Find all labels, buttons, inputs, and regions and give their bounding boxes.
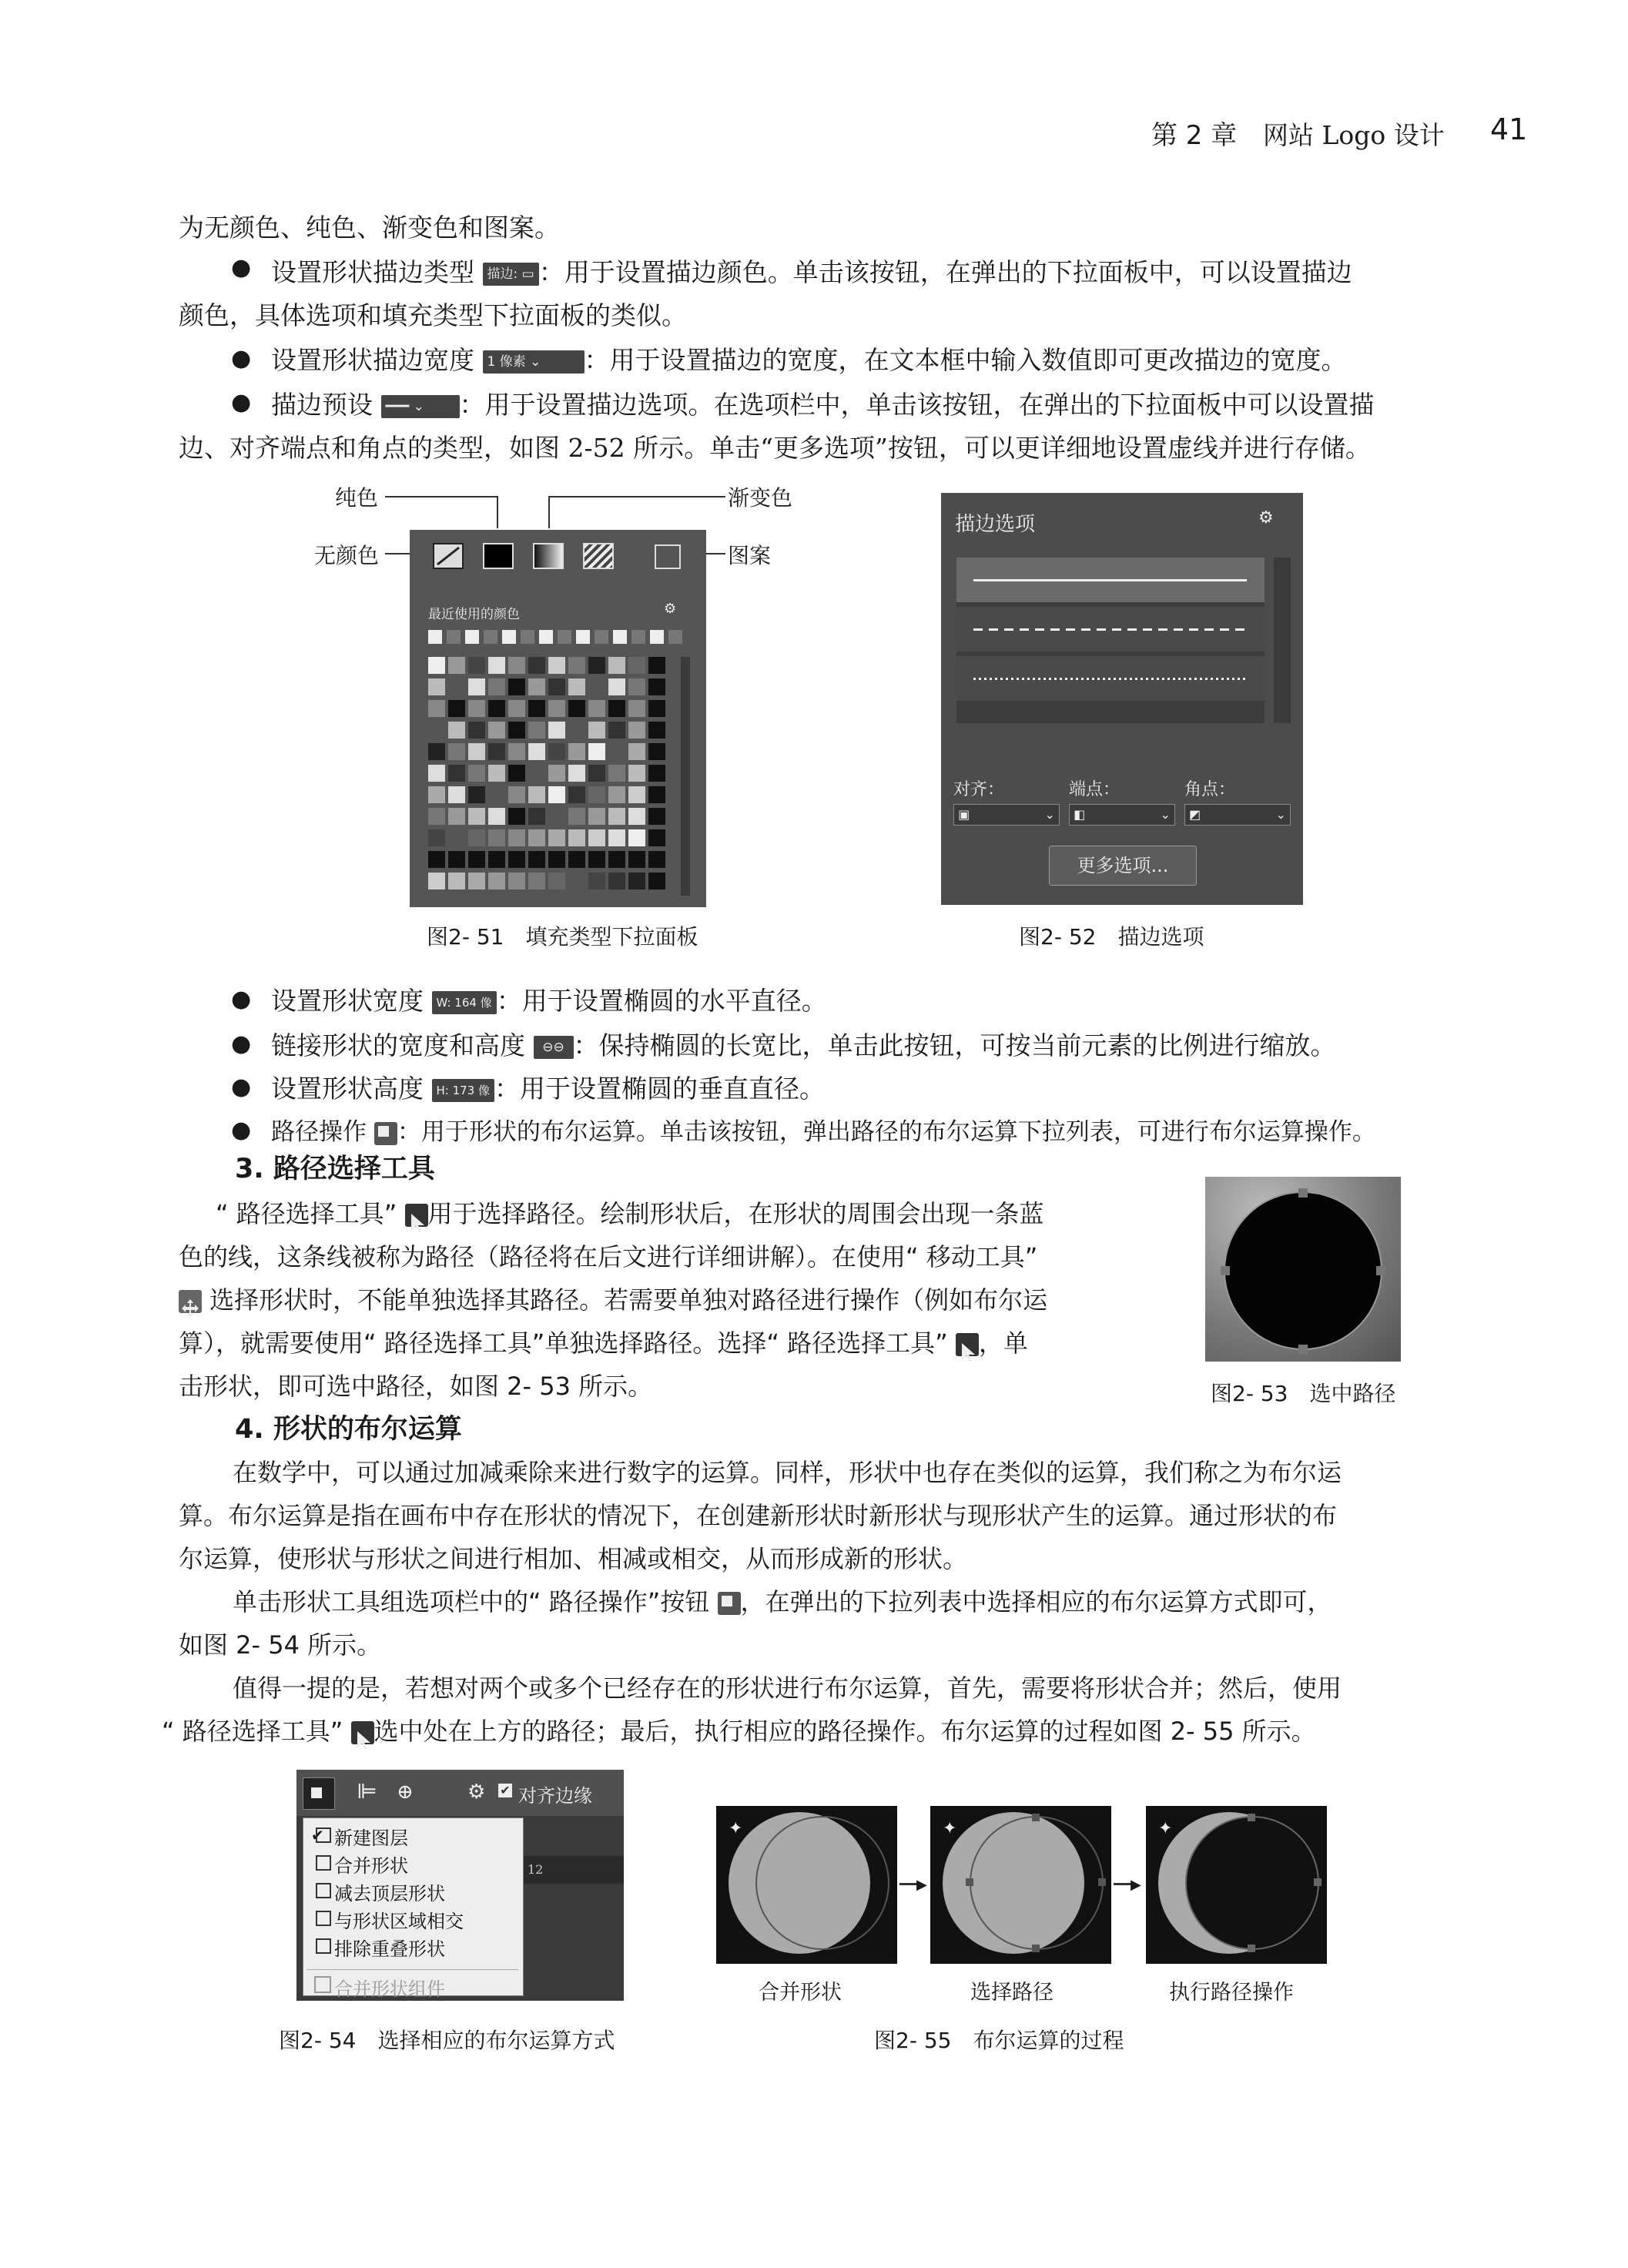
bullet-stroke-width: 设置形状描边宽度 1 像素 ⌄ ：用于设置描边的宽度，在文本框中输入数值即可更改描边的宽度。 — [271, 345, 1347, 375]
recent-color-swatch[interactable] — [465, 630, 479, 644]
color-swatch[interactable] — [488, 657, 505, 674]
color-swatch[interactable] — [508, 808, 525, 825]
bullet-path-ops: 路径操作 ：用于形状的布尔运算。单击该按钮，弹出路径的布尔运算下拉列表，可进行布尔运算操作。 — [271, 1118, 1376, 1146]
path-ops-menu-figure — [296, 1770, 624, 2001]
bullet-dot: ● — [231, 1030, 252, 1057]
color-swatch[interactable] — [588, 873, 605, 889]
label-solid: 纯色 — [335, 485, 379, 511]
gradient-icon[interactable] — [533, 543, 564, 569]
align-select[interactable]: ▣ ⌄ — [953, 804, 1060, 826]
color-swatch[interactable] — [488, 808, 505, 825]
color-swatch[interactable] — [608, 851, 625, 868]
path-operations-button[interactable] — [303, 1777, 335, 1810]
color-swatch[interactable] — [628, 678, 645, 695]
color-swatch[interactable] — [508, 743, 525, 760]
recent-color-swatch[interactable] — [613, 630, 627, 644]
color-swatch[interactable] — [468, 700, 485, 717]
bullet-dot: ● — [231, 254, 252, 281]
bullet-link-size: 链接形状的宽度和高度 ⊖⊖ ：保持椭圆的长宽比，单击此按钮，可按当前元素的比例进行缩放。 — [271, 1030, 1336, 1060]
color-swatch[interactable] — [608, 765, 625, 782]
menu-item-new-layer[interactable]: 新建图层 — [334, 1827, 408, 1849]
color-swatch[interactable] — [488, 765, 505, 782]
color-swatch[interactable] — [568, 873, 585, 889]
menu-item-subtract-front[interactable]: 减去顶层形状 — [334, 1883, 445, 1905]
color-swatch[interactable] — [488, 722, 505, 739]
stroke-style-dashed[interactable] — [956, 607, 1265, 652]
stroke-style-list — [956, 558, 1265, 723]
color-swatch[interactable] — [648, 700, 665, 717]
color-swatch[interactable] — [448, 765, 465, 782]
section4-line5: 如图 2- 54 所示。 — [179, 1630, 382, 1660]
bullet-shape-width: 设置形状宽度 W: 164 像 ：用于设置椭圆的水平直径。 — [271, 986, 827, 1016]
color-swatch[interactable] — [508, 851, 525, 868]
fig55-caption: 图2- 55 布尔运算的过程 — [874, 2028, 1124, 2053]
color-swatch[interactable] — [468, 786, 485, 803]
color-swatch[interactable] — [508, 873, 525, 889]
color-swatch[interactable] — [488, 678, 505, 695]
color-swatch[interactable] — [648, 808, 665, 825]
pattern-icon[interactable] — [583, 543, 614, 569]
step-label-3: 执行路径操作 — [1169, 1981, 1294, 2005]
color-swatch[interactable] — [508, 657, 525, 674]
color-swatch[interactable] — [488, 700, 505, 717]
color-swatch[interactable] — [528, 700, 545, 717]
section4-line7: “ 路径选择工具” 选中处在上方的路径；最后，执行相应的路径操作。布尔运算的过程如图 2- 55 所示。 — [162, 1710, 1425, 1753]
section3-line1: “ 路径选择工具” 用于选择路径。绘制形状后，在形状的周围会出现一条蓝 — [216, 1192, 1479, 1235]
color-swatch[interactable] — [428, 829, 445, 846]
color-swatch[interactable] — [428, 743, 445, 760]
stroke-type-button: 描边: ▭ — [483, 263, 539, 286]
color-swatch[interactable] — [588, 722, 605, 739]
color-swatch[interactable] — [528, 873, 545, 889]
color-swatch[interactable] — [628, 829, 645, 846]
stroke-options-panel — [941, 493, 1303, 905]
color-swatch[interactable] — [448, 678, 465, 695]
color-swatch[interactable] — [568, 851, 585, 868]
color-swatch[interactable] — [548, 808, 565, 825]
menu-item-merge-components: 合并形状组件 — [334, 1978, 445, 2000]
color-swatch[interactable] — [628, 786, 645, 803]
height-field: H: 173 像 — [432, 1079, 495, 1102]
fig53-caption: 图2- 53 选中路径 — [1211, 1381, 1396, 1406]
color-swatch[interactable] — [588, 657, 605, 674]
section3-heading: 3. 路径选择工具 — [235, 1154, 435, 1184]
color-swatch[interactable] — [468, 678, 485, 695]
color-swatch[interactable] — [628, 765, 645, 782]
color-swatch[interactable] — [468, 657, 485, 674]
options-toolbar — [296, 1770, 624, 1816]
color-swatch[interactable] — [608, 786, 625, 803]
color-swatch[interactable] — [428, 873, 445, 889]
color-swatch[interactable] — [548, 743, 565, 760]
color-swatch[interactable] — [608, 743, 625, 760]
color-swatch[interactable] — [548, 829, 565, 846]
new-preset-icon[interactable] — [655, 544, 681, 569]
color-swatch[interactable] — [528, 808, 545, 825]
bullet-dot: ● — [231, 986, 252, 1013]
align-label: 对齐： — [953, 780, 1005, 799]
color-swatch[interactable] — [488, 829, 505, 846]
color-swatch[interactable] — [568, 722, 585, 739]
boolean-step-3 — [1146, 1806, 1327, 1964]
color-swatch[interactable] — [548, 700, 565, 717]
path-selection-tool-icon — [351, 1721, 374, 1744]
color-swatch[interactable] — [448, 851, 465, 868]
color-swatch[interactable] — [548, 678, 565, 695]
recent-color-swatch[interactable] — [558, 630, 571, 644]
ruler: 12 — [520, 1856, 624, 1884]
svg-text:✦: ✦ — [1158, 1819, 1173, 1838]
section3-line2: 色的线，这条线被称为路径（路径将在后文进行详细讲解）。在使用“ 移动工具” — [179, 1242, 1038, 1271]
color-swatch[interactable] — [548, 657, 565, 674]
menu-item-intersect[interactable]: 与形状区域相交 — [334, 1911, 464, 1932]
path-selection-tool-icon — [956, 1333, 979, 1356]
color-swatch[interactable] — [608, 873, 625, 889]
check-icon: ✔ — [311, 1826, 324, 1844]
bullet-dot: ● — [231, 389, 252, 416]
color-swatch[interactable] — [448, 743, 465, 760]
align-icon[interactable]: ⊫ — [357, 1781, 377, 1804]
shape-operation-icon — [316, 1938, 331, 1954]
bullet-dot: ● — [231, 1074, 252, 1100]
color-swatch[interactable] — [468, 808, 485, 825]
color-swatch[interactable] — [608, 657, 625, 674]
step-label-1: 合并形状 — [759, 1981, 842, 2005]
color-swatch[interactable] — [428, 808, 445, 825]
recent-color-swatch[interactable] — [484, 630, 497, 644]
color-swatch[interactable] — [488, 786, 505, 803]
color-swatch[interactable] — [588, 851, 605, 868]
stroke-width-field: 1 像素 ⌄ — [483, 350, 585, 374]
color-swatch[interactable] — [548, 873, 565, 889]
color-swatch[interactable] — [608, 829, 625, 846]
align-edges-label: 对齐边缘 — [518, 1785, 592, 1807]
gear-icon[interactable]: ⚙ — [664, 601, 677, 617]
solid-color-icon[interactable] — [483, 543, 514, 569]
intro-line: 为无颜色、纯色、渐变色和图案。 — [179, 213, 560, 243]
width-field: W: 164 像 — [432, 991, 497, 1014]
color-swatch[interactable] — [548, 851, 565, 868]
color-swatch[interactable] — [628, 743, 645, 760]
color-swatch[interactable] — [588, 678, 605, 695]
fig52-caption: 图2- 52 描边选项 — [1019, 924, 1204, 950]
step-label-2: 选择路径 — [970, 1981, 1054, 2005]
recent-color-swatch[interactable] — [447, 630, 461, 644]
menu-item-combine-shapes[interactable]: 合并形状 — [334, 1855, 408, 1877]
color-swatch[interactable] — [548, 722, 565, 739]
section4-line1: 在数学中，可以通过加减乘除来进行数字的运算。同样，形状中也存在类似的运算，我们称之为布尔运 — [233, 1458, 1342, 1487]
gear-icon[interactable]: ⚙ — [1258, 508, 1274, 528]
recent-colors-label: 最近使用的颜色 — [428, 607, 520, 622]
color-swatch[interactable] — [548, 786, 565, 803]
color-swatch[interactable] — [608, 678, 625, 695]
color-swatch[interactable] — [568, 743, 585, 760]
bullet-shape-height: 设置形状高度 H: 173 像 ：用于设置椭圆的垂直直径。 — [271, 1074, 825, 1104]
svg-text:✦: ✦ — [729, 1819, 743, 1838]
color-swatch[interactable] — [568, 700, 585, 717]
color-swatch[interactable] — [628, 851, 645, 868]
color-swatch[interactable] — [428, 678, 445, 695]
color-swatch[interactable] — [648, 786, 665, 803]
color-swatch[interactable] — [508, 722, 525, 739]
color-swatch[interactable] — [628, 657, 645, 674]
color-swatch[interactable] — [588, 808, 605, 825]
color-swatch[interactable] — [568, 765, 585, 782]
color-swatch[interactable] — [488, 851, 505, 868]
stroke-preset-button: ━━━ ⌄ — [381, 395, 460, 418]
color-swatch[interactable] — [468, 722, 485, 739]
fig51-caption: 图2- 51 填充类型下拉面板 — [427, 924, 698, 950]
color-swatch[interactable] — [528, 851, 545, 868]
recent-color-swatch[interactable] — [428, 630, 442, 644]
more-options-button[interactable]: 更多选项... — [1049, 846, 1197, 886]
color-swatch[interactable] — [588, 743, 605, 760]
bullet-stroke-preset-cont: 边、对齐端点和角点的类型，如图 2-52 所示。单击“更多选项”按钮，可以更详细地设置虚线并进行存储。 — [179, 433, 1371, 463]
recent-color-swatch[interactable] — [502, 630, 516, 644]
color-swatch[interactable] — [428, 765, 445, 782]
color-swatch[interactable] — [488, 743, 505, 760]
color-swatch[interactable] — [588, 765, 605, 782]
color-swatch[interactable] — [528, 765, 545, 782]
merge-components-icon — [314, 1976, 331, 1993]
color-swatch[interactable] — [488, 873, 505, 889]
section4-line2: 算。布尔运算是指在画布中存在形状的情况下，在创建新形状时新形状与现形状产生的运算。通过形状的布 — [179, 1501, 1338, 1530]
bullet-stroke-type-cont: 颜色，具体选项和填充类型下拉面板的类似。 — [179, 300, 687, 330]
color-swatch[interactable] — [428, 722, 445, 739]
path-ops-dropdown — [303, 1817, 524, 2000]
recent-color-row — [428, 630, 682, 647]
recent-color-swatch[interactable] — [631, 630, 645, 644]
stroke-style-solid[interactable] — [956, 558, 1265, 602]
chapter-label: 第 2 章 — [1151, 120, 1238, 151]
shape-operation-icon — [316, 1827, 331, 1843]
color-swatch[interactable] — [548, 765, 565, 782]
section3-line4: 算），就需要使用“ 路径选择工具”单独选择路径。选择“ 路径选择工具” ，单 — [179, 1322, 1442, 1365]
color-swatch[interactable] — [448, 808, 465, 825]
color-swatch[interactable] — [448, 873, 465, 889]
shape-operation-icon — [316, 1911, 331, 1926]
color-swatch[interactable] — [468, 765, 485, 782]
label-none: 无颜色 — [314, 543, 380, 568]
color-swatch[interactable] — [648, 657, 665, 674]
section4-line6: 值得一提的是，若想对两个或多个已经存在的形状进行布尔运算，首先，需要将形状合并；然后，使用 — [233, 1673, 1342, 1703]
color-swatch[interactable] — [648, 765, 665, 782]
scrollbar[interactable] — [1274, 558, 1291, 723]
gear-icon[interactable]: ⚙ — [467, 1781, 486, 1804]
boolean-step-1 — [716, 1806, 897, 1964]
svg-text:✦: ✦ — [943, 1819, 957, 1838]
bullet-dot: ● — [231, 1117, 252, 1144]
color-swatch[interactable] — [648, 743, 665, 760]
color-swatch[interactable] — [448, 657, 465, 674]
section4-heading: 4. 形状的布尔运算 — [235, 1414, 462, 1445]
color-swatch[interactable] — [448, 722, 465, 739]
boolean-step-2 — [930, 1806, 1111, 1964]
color-swatch[interactable] — [528, 657, 545, 674]
color-swatch[interactable] — [468, 851, 485, 868]
selected-path-image — [1205, 1177, 1401, 1362]
color-swatch[interactable] — [428, 786, 445, 803]
bullet-stroke-type: 设置形状描边类型 描边: ▭ ：用于设置描边颜色。单击该按钮，在弹出的下拉面板中，可以设置描边 — [271, 257, 1352, 287]
label-gradient: 渐变色 — [728, 485, 793, 511]
color-swatch[interactable] — [448, 786, 465, 803]
color-swatch[interactable] — [468, 873, 485, 889]
color-swatch[interactable] — [568, 678, 585, 695]
color-swatch[interactable] — [588, 829, 605, 846]
stroke-options-title: 描边选项 — [955, 513, 1036, 536]
color-swatch[interactable] — [508, 765, 525, 782]
shape-operation-icon — [316, 1855, 331, 1871]
recent-color-swatch[interactable] — [576, 630, 590, 644]
color-swatch[interactable] — [628, 700, 645, 717]
color-swatch[interactable] — [468, 743, 485, 760]
bullet-stroke-preset: 描边预设 ━━━ ⌄ ：用于设置描边选项。在选项栏中，单击该按钮，在弹出的下拉面板中可以设置描 — [271, 390, 1375, 420]
color-swatch[interactable] — [568, 829, 585, 846]
corners-select[interactable]: ◩ ⌄ — [1184, 804, 1291, 826]
fig54-caption: 图2- 54 选择相应的布尔运算方式 — [279, 2028, 615, 2053]
section4-line3: 尔运算，使形状与形状之间进行相加、相减或相交，从而形成新的形状。 — [179, 1544, 968, 1573]
color-swatch[interactable] — [568, 657, 585, 674]
label-pattern: 图案 — [728, 543, 772, 568]
color-swatch[interactable] — [588, 700, 605, 717]
color-swatch[interactable] — [508, 678, 525, 695]
color-swatch[interactable] — [648, 678, 665, 695]
no-color-icon[interactable] — [433, 543, 464, 569]
color-swatch[interactable] — [428, 700, 445, 717]
page-number: 41 — [1490, 112, 1528, 146]
color-swatch[interactable] — [508, 700, 525, 717]
color-swatch[interactable] — [648, 873, 665, 889]
arrange-icon[interactable]: ⊕ — [397, 1781, 414, 1804]
color-swatch[interactable] — [608, 700, 625, 717]
color-swatch[interactable] — [568, 786, 585, 803]
link-icon: ⊖⊖ — [534, 1036, 574, 1059]
section3-line5: 击形状，即可选中路径，如图 2- 53 所示。 — [179, 1372, 653, 1401]
stroke-style-dotted[interactable] — [956, 656, 1265, 701]
color-swatch[interactable] — [628, 722, 645, 739]
color-swatch[interactable] — [428, 657, 445, 674]
color-swatch[interactable] — [588, 786, 605, 803]
scrollbar[interactable] — [681, 657, 690, 896]
color-swatch[interactable] — [428, 851, 445, 868]
recent-color-swatch[interactable] — [539, 630, 553, 644]
recent-color-swatch[interactable] — [650, 630, 664, 644]
corners-label: 角点： — [1184, 780, 1236, 799]
color-swatch[interactable] — [468, 829, 485, 846]
color-swatch[interactable] — [648, 851, 665, 868]
color-swatch[interactable] — [508, 829, 525, 846]
caps-label: 端点： — [1069, 780, 1121, 799]
color-swatch[interactable] — [528, 722, 545, 739]
color-swatch[interactable] — [608, 722, 625, 739]
color-swatch[interactable] — [568, 808, 585, 825]
color-swatch[interactable] — [608, 808, 625, 825]
color-swatch[interactable] — [448, 829, 465, 846]
caps-select[interactable]: ◧ ⌄ — [1069, 804, 1175, 826]
color-swatch[interactable] — [508, 786, 525, 803]
menu-item-exclude-overlap[interactable]: 排除重叠形状 — [334, 1938, 445, 1960]
color-swatch[interactable] — [528, 829, 545, 846]
color-swatch[interactable] — [628, 873, 645, 889]
swatch-grid — [428, 657, 675, 896]
section4-line4: 单击形状工具组选项栏中的“ 路径操作”按钮 ，在弹出的下拉列表中选择相应的布尔运算方式即可， — [233, 1587, 1332, 1616]
align-edges-checkbox[interactable]: ✔ — [498, 1784, 512, 1797]
recent-color-swatch[interactable] — [595, 630, 608, 644]
color-swatch[interactable] — [628, 808, 645, 825]
color-swatch[interactable] — [528, 786, 545, 803]
path-operations-icon — [718, 1592, 741, 1615]
color-swatch[interactable] — [528, 743, 545, 760]
shape-operation-icon — [316, 1883, 331, 1898]
move-tool-icon — [179, 1290, 202, 1313]
path-selection-tool-icon — [405, 1204, 428, 1227]
color-swatch[interactable] — [528, 678, 545, 695]
color-swatch[interactable] — [648, 829, 665, 846]
recent-color-swatch[interactable] — [521, 630, 534, 644]
color-swatch[interactable] — [648, 722, 665, 739]
recent-color-swatch[interactable] — [668, 630, 682, 644]
color-swatch[interactable] — [448, 700, 465, 717]
section3-line3: 选择形状时，不能单独选择其路径。若需要单独对路径进行操作（例如布尔运 — [179, 1278, 1442, 1322]
path-operations-icon — [374, 1122, 397, 1145]
bullet-dot: ● — [231, 345, 252, 372]
fill-type-panel — [410, 530, 706, 907]
chapter-title: 网站 Logo 设计 — [1263, 120, 1445, 150]
